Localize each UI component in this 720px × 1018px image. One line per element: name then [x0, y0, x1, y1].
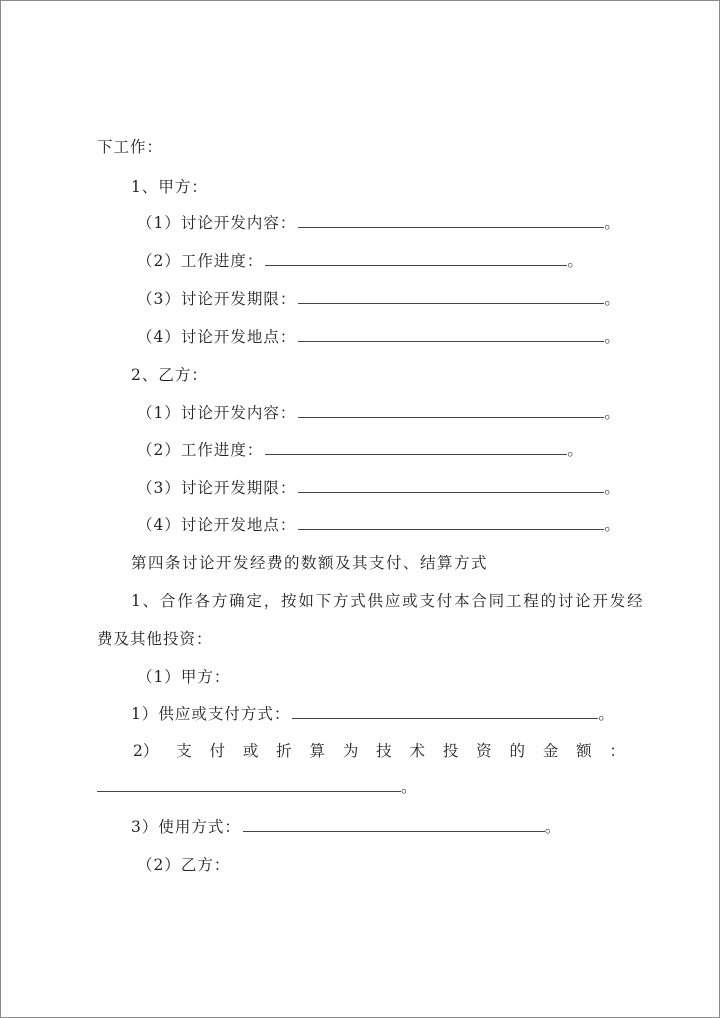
paragraph-line: 1、合作各方确定，按如下方式供应或支付本合同工程的讨论开发经 — [131, 592, 645, 610]
char: 的 — [509, 742, 525, 760]
form-line: （1）讨论开发内容： 。 — [137, 214, 621, 232]
fill-blank[interactable] — [298, 515, 604, 530]
paragraph-line: 费及其他投资： — [97, 630, 213, 648]
justified-form-line — [133, 741, 625, 761]
fill-blank[interactable] — [265, 251, 567, 266]
fill-blank[interactable] — [97, 777, 401, 792]
char: 金 — [542, 742, 559, 760]
fill-blank[interactable] — [298, 478, 604, 493]
fill-blank[interactable] — [243, 817, 545, 832]
fill-blank[interactable] — [292, 704, 598, 719]
char: 技 — [376, 742, 392, 760]
char: 资 — [476, 742, 492, 760]
char: 支 — [176, 742, 192, 760]
fill-blank[interactable] — [265, 440, 567, 455]
form-line: （4）讨论开发地点： 。 — [137, 328, 621, 346]
subsection-heading: （2）乙方： — [137, 856, 231, 874]
fill-blank[interactable] — [298, 403, 604, 418]
form-line: （2）工作进度： 。 — [137, 441, 584, 459]
char: 2） — [133, 742, 159, 760]
char: 投 — [442, 742, 459, 760]
char: 为 — [342, 742, 359, 760]
fill-blank[interactable] — [298, 213, 604, 228]
section-heading: 2、乙方： — [131, 366, 208, 384]
form-line: （2）工作进度： 。 — [137, 252, 584, 270]
form-line: 3）使用方式： 。 — [131, 818, 562, 836]
char: 或 — [242, 742, 259, 760]
form-line: （3）讨论开发期限： 。 — [137, 290, 621, 308]
form-line: （3）讨论开发期限： 。 — [137, 479, 621, 497]
char: 付 — [209, 742, 226, 760]
text-line: 下工作： — [97, 138, 164, 156]
form-line: 。 — [97, 777, 418, 797]
form-line: （1）讨论开发内容： 。 — [137, 404, 621, 422]
fill-blank[interactable] — [298, 289, 604, 304]
char: 额 — [576, 742, 592, 760]
char: ： — [609, 742, 625, 760]
char: 算 — [309, 742, 326, 760]
section-heading: 1、甲方： — [131, 178, 208, 196]
fill-blank[interactable] — [298, 327, 604, 342]
char: 术 — [409, 742, 425, 760]
subsection-heading: （1）甲方： — [137, 668, 231, 686]
char: 折 — [276, 742, 292, 760]
form-line: （4）讨论开发地点： 。 — [137, 516, 621, 534]
article-heading: 第四条讨论开发经费的数额及其支付、结算方式 — [131, 554, 489, 572]
form-line: 1）供应或支付方式： 。 — [131, 705, 615, 723]
